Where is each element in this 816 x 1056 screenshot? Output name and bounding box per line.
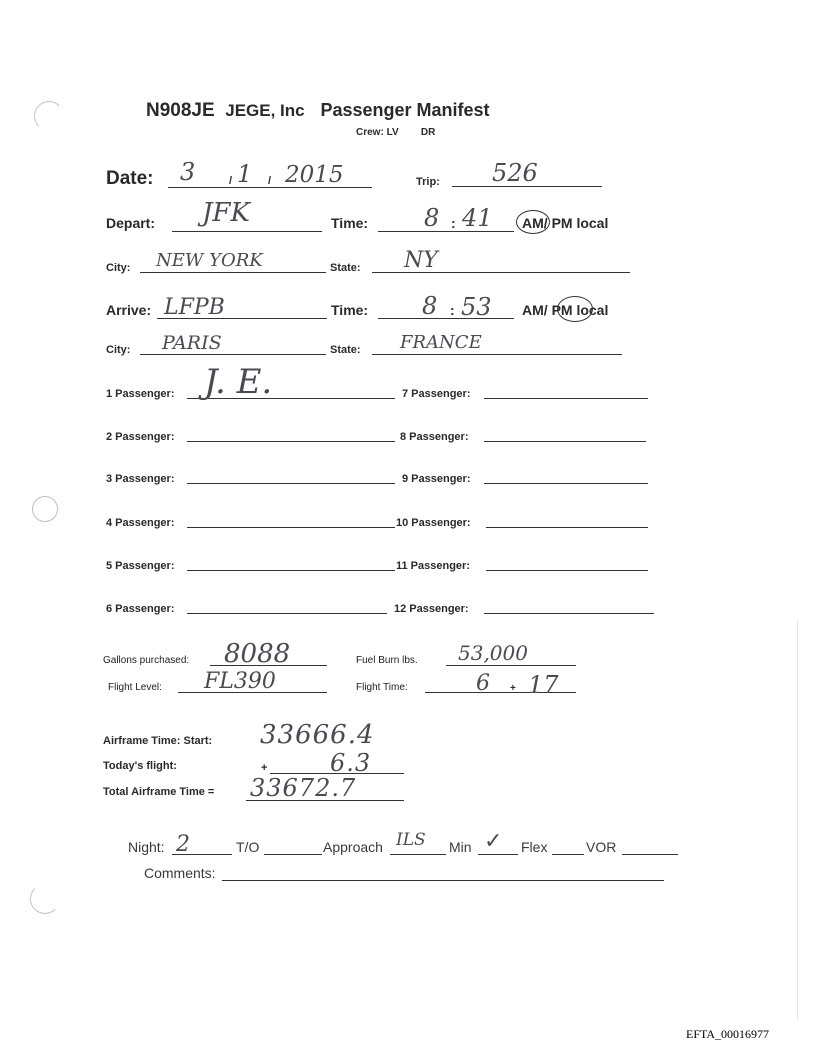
passenger-2-label: 2 Passenger:	[106, 431, 175, 443]
depart-am-circle	[516, 210, 550, 234]
to-line	[264, 854, 322, 855]
arrive-local: local	[576, 302, 609, 318]
passenger-10-line	[486, 527, 648, 528]
vor-line	[622, 854, 678, 855]
night-label: Night:	[128, 839, 165, 855]
flight-level-value: FL390	[204, 669, 276, 694]
depart-time-line	[378, 231, 514, 232]
arrive-ampm-slash: /	[543, 302, 548, 318]
passenger-10-label: 10 Passenger:	[396, 517, 471, 529]
passenger-6-label: 6 Passenger:	[106, 603, 175, 615]
flight-level-label: Flight Level:	[108, 682, 162, 693]
depart-pm-option: PM	[551, 215, 573, 231]
passenger-7-label: 7 Passenger:	[402, 388, 471, 400]
depart-minute: 41	[462, 204, 493, 232]
crew-line	[356, 127, 435, 138]
arrive-time-line	[378, 318, 514, 319]
flex-line	[552, 854, 584, 855]
arrive-am-option: AM	[522, 302, 544, 318]
binder-hole-middle	[32, 496, 58, 522]
passenger-2-line	[187, 441, 395, 442]
date-label: Date:	[106, 168, 154, 189]
passenger-12-label: 12 Passenger:	[394, 603, 469, 615]
fuel-burn-label: Fuel Burn lbs.	[356, 655, 418, 666]
arrive-colon: :	[450, 302, 455, 318]
depart-city-label: City:	[106, 262, 131, 274]
document-title: Passenger Manifest	[320, 100, 490, 120]
depart-state-label: State:	[330, 262, 361, 274]
arrive-state-value: FRANCE	[400, 332, 482, 353]
tail-number: N908JE	[146, 100, 215, 121]
date-sep-2: /	[268, 175, 272, 187]
binder-hole-bottom	[30, 884, 60, 914]
arrive-state-label: State:	[330, 344, 361, 356]
passenger-4-label: 4 Passenger:	[106, 517, 175, 529]
comments-line	[222, 880, 664, 881]
depart-local: local	[576, 215, 609, 231]
arrive-time-label: Time:	[331, 302, 369, 318]
flight-time-minutes: 17	[528, 671, 559, 699]
depart-am-option: AM	[522, 215, 544, 231]
gallons-label: Gallons purchased:	[103, 655, 190, 666]
depart-state-value: NY	[404, 248, 438, 273]
todays-flight-label: Today's flight:	[103, 760, 177, 772]
trip-label: Trip:	[416, 176, 440, 188]
depart-label: Depart:	[106, 215, 156, 231]
depart-colon: :	[451, 215, 456, 231]
flex-label: Flex	[521, 839, 548, 855]
passenger-11-line	[486, 570, 648, 571]
arrive-label: Arrive:	[106, 302, 152, 318]
passenger-3-label: 3 Passenger:	[106, 473, 175, 485]
binder-hole-top	[34, 101, 64, 131]
fuel-burn-value: 53,000	[458, 641, 528, 665]
passenger-9-label: 9 Passenger:	[402, 473, 471, 485]
todays-flight-value: 6.3	[330, 749, 372, 777]
passenger-4-line	[187, 527, 395, 528]
passenger-8-line	[484, 441, 646, 442]
todays-flight-plus: +	[261, 762, 268, 774]
arrive-pm-circle	[557, 296, 593, 322]
comments-label: Comments:	[144, 865, 216, 881]
passenger-7-line	[484, 398, 648, 399]
night-value: 2	[176, 832, 190, 857]
arrive-state-line	[372, 354, 622, 355]
arrive-airport: LFPB	[164, 295, 225, 320]
depart-city-line	[140, 272, 326, 273]
passenger-11-label: 11 Passenger:	[396, 560, 470, 572]
to-label: T/O	[236, 839, 260, 855]
passenger-6-line	[187, 613, 387, 614]
flight-time-plus: +	[510, 683, 516, 694]
passenger-3-line	[187, 483, 395, 484]
crew-member-1: LV	[386, 127, 399, 138]
date-year: 2015	[285, 162, 344, 188]
approach-label: Approach	[323, 839, 383, 855]
arrive-city-label: City:	[106, 344, 131, 356]
header-title	[146, 100, 490, 122]
passenger-9-line	[484, 483, 648, 484]
depart-time-label: Time:	[331, 215, 369, 231]
depart-hour: 8	[424, 204, 440, 232]
crew-member-2: DR	[420, 127, 436, 138]
arrive-city-value: PARIS	[162, 332, 222, 354]
passenger-5-line	[187, 570, 395, 571]
min-line	[478, 854, 518, 855]
depart-airport: JFK	[202, 198, 250, 228]
date-month: 3	[180, 158, 196, 186]
trip-number: 526	[492, 159, 538, 187]
arrive-city-line	[140, 354, 326, 355]
total-airframe-label: Total Airframe Time =	[103, 786, 215, 798]
document-id: EFTA_00016977	[686, 1027, 770, 1041]
arrive-minute: 53	[461, 293, 492, 321]
depart-line	[172, 231, 322, 232]
airframe-start-label: Airframe Time: Start:	[103, 735, 213, 747]
approach-line	[390, 854, 446, 855]
date-day: 1	[237, 160, 253, 188]
passenger-5-label: 5 Passenger:	[106, 560, 175, 572]
date-sep-1: /	[229, 175, 233, 187]
approach-value: ILS	[396, 830, 426, 850]
min-label: Min	[449, 839, 472, 855]
depart-ampm-slash: /	[543, 215, 548, 231]
passenger-12-line	[484, 613, 654, 614]
airframe-start-value: 33666.4	[260, 720, 375, 750]
flight-time-hours: 6	[476, 671, 490, 696]
arrive-pm-option: PM	[551, 302, 573, 318]
page-edge-line	[797, 620, 798, 1020]
min-value: ✓	[484, 829, 503, 854]
arrive-hour: 8	[422, 292, 438, 320]
company-name: JEGE, Inc	[225, 101, 305, 120]
fuel-burn-line	[446, 665, 576, 666]
passenger-8-label: 8 Passenger:	[400, 431, 469, 443]
passenger-1-value: J. E.	[204, 362, 273, 402]
total-airframe-value: 33672.7	[250, 774, 357, 802]
passenger-1-label: 1 Passenger:	[106, 388, 175, 400]
gallons-value: 8088	[224, 639, 291, 669]
crew-label: Crew:	[356, 127, 384, 138]
vor-label: VOR	[586, 839, 617, 855]
flight-time-label: Flight Time:	[356, 682, 408, 693]
depart-city-value: NEW YORK	[156, 250, 263, 271]
